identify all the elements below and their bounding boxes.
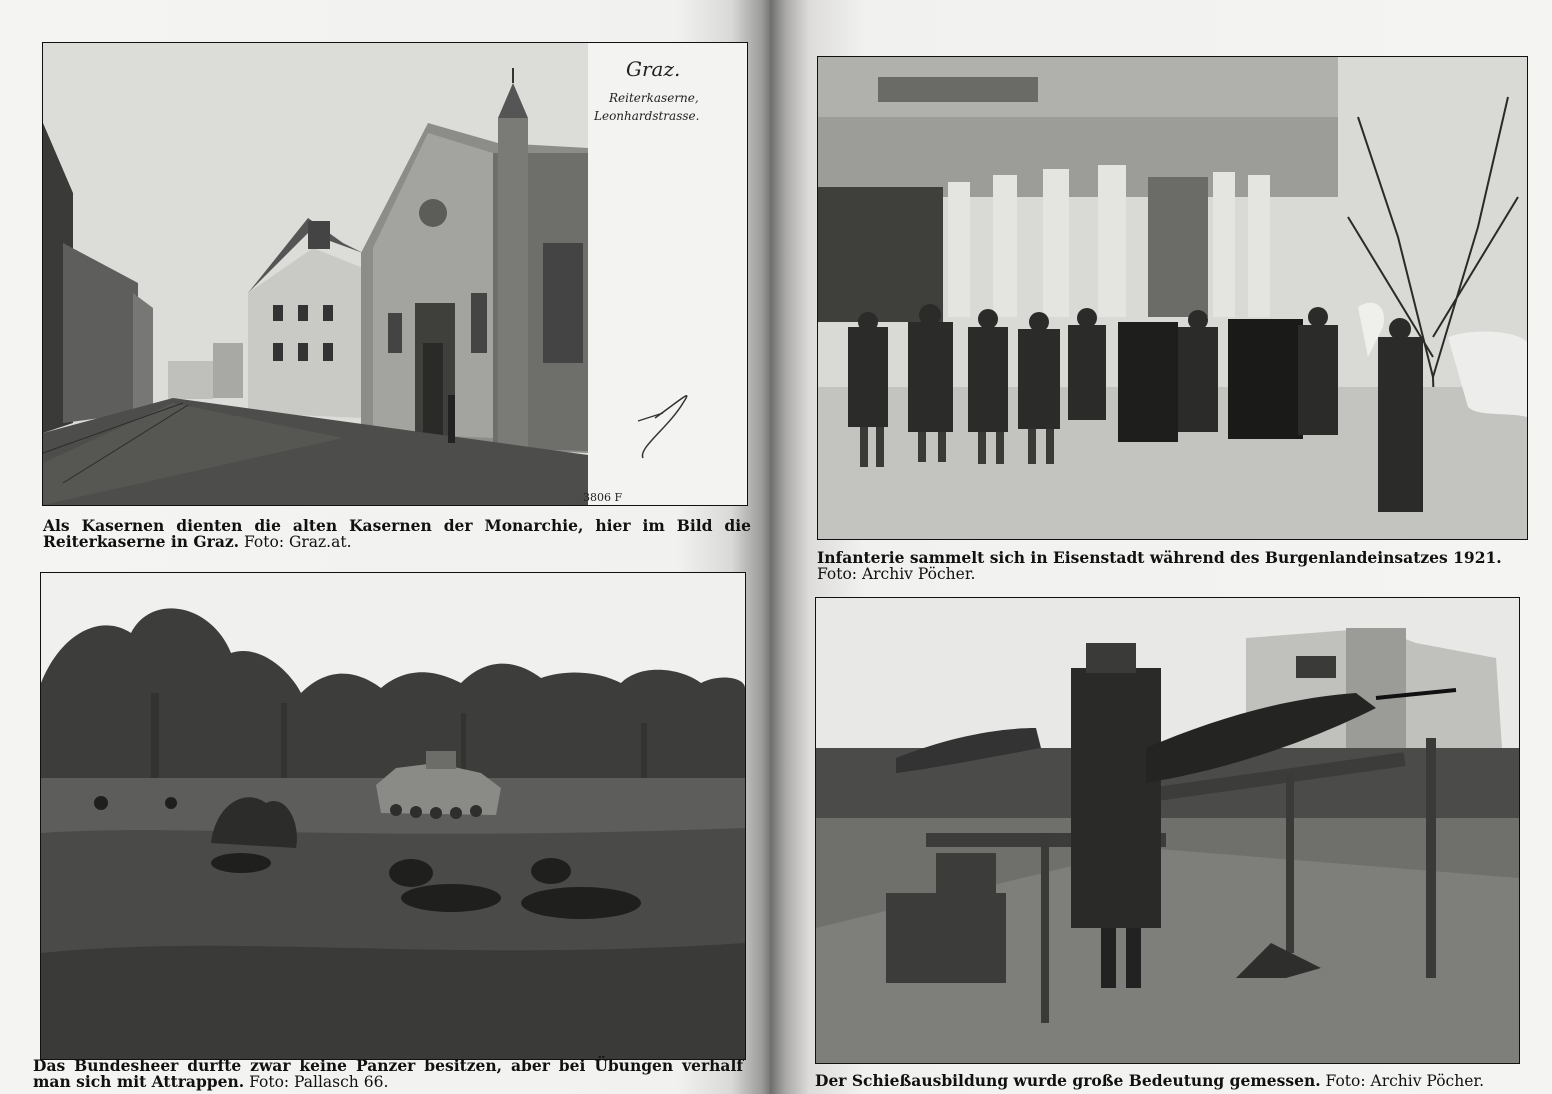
caption-shooting-credit: Foto: Archiv Pöcher.	[1320, 1072, 1485, 1090]
infantry-illustration	[818, 57, 1527, 539]
caption-graz-credit: Foto: Graz.at.	[239, 533, 352, 551]
postcard-subtitle-2: Leonhardstrasse.	[594, 109, 700, 123]
caption-shooting	[815, 1073, 1515, 1089]
caption-tank	[33, 1058, 743, 1090]
caption-tank-credit: Foto: Pallasch 66.	[244, 1073, 389, 1091]
photo-tank-dummy	[40, 572, 746, 1060]
postcard-subtitle-1: Reiterkaserne,	[609, 91, 699, 105]
photo-shooting-training	[815, 597, 1520, 1064]
photo-infantry-eisenstadt	[817, 56, 1528, 540]
caption-infantry-credit: Foto: Archiv Pöcher.	[817, 565, 976, 583]
caption-infantry-text: Infanterie sammelt sich in Eisenstadt während des Burgenlandeinsatzes 1921.	[817, 548, 1502, 567]
caption-graz	[43, 518, 751, 550]
postcard-title: Graz.	[626, 57, 681, 81]
postcard-plate-number: 3806 F	[583, 491, 623, 504]
caption-shooting-text: Der Schießausbildung wurde große Bedeutung gemessen.	[815, 1071, 1321, 1090]
caption-tank-text: Das Bundesheer durfte zwar keine Panzer besitzen, aber bei Übungen verhalf man sich mit Attrappen.	[33, 1056, 743, 1091]
caption-infantry	[817, 550, 1517, 582]
shooting-training-illustration	[816, 598, 1519, 1063]
field-exercise-illustration	[41, 573, 745, 1059]
caption-graz-text: Als Kasernen dienten die alten Kasernen der Monarchie, hier im Bild die Reiterkaserne in Graz.	[43, 516, 751, 551]
photo-graz-barracks	[42, 42, 748, 506]
